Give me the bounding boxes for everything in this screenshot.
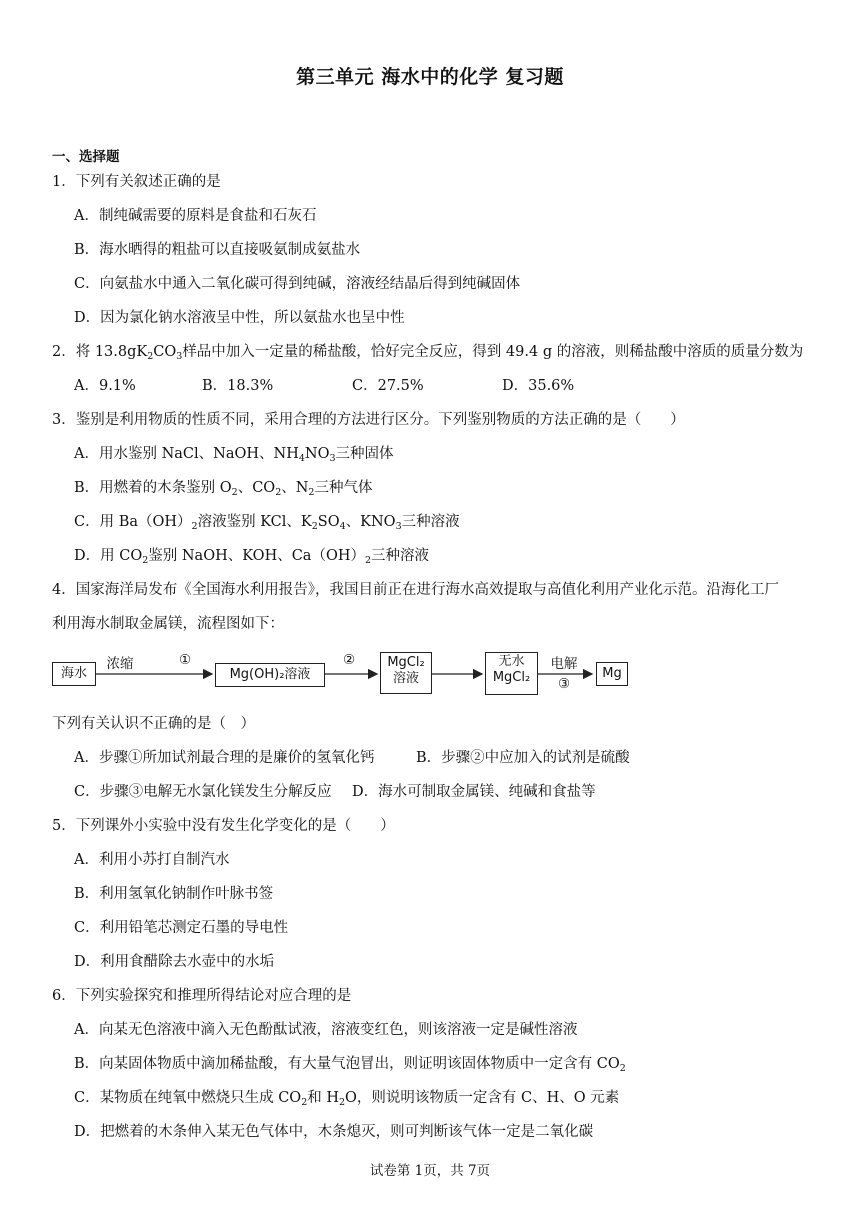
question-2-option-c: C．27.5% xyxy=(352,378,424,394)
flow-box-mgcl2-solution-line-2: 溶液 xyxy=(392,671,419,686)
question-1-option-d: D．因为氯化钠水溶液呈中性，所以氨盐水也呈中性 xyxy=(74,310,405,326)
page-title: 第三单元 海水中的化学 复习题 xyxy=(296,66,564,88)
question-3-option-a: A．用水鉴别 NaCl、NaOH、$NH_4NO_3$三种固体 xyxy=(74,446,394,464)
flow-box-mgcl2-solution xyxy=(380,652,432,694)
question-4-option-c: C．步骤③电解无水氯化镁发生分解反应 xyxy=(74,784,332,800)
question-4-ask: 下列有关认识不正确的是（ ） xyxy=(52,716,255,732)
question-5-option-b: B．利用氢氧化钠制作叶脉书签 xyxy=(74,886,274,902)
question-2-stem: 2．将 $13.8gK_2CO_3$样品中加入一定量的稀盐酸，恰好完全反应，得到 49.4 g 的溶液，则稀盐酸中溶质的质量分数为 xyxy=(52,344,804,362)
question-3-option-c: C．用 $Ba(OH)_2$溶液鉴别 KCl、$K_2SO_4$、$KNO_3$三种溶液 xyxy=(74,514,460,532)
question-6-option-a: A．向某无色溶液中滴入无色酚酞试液，溶液变红色，则该溶液一定是碱性溶液 xyxy=(74,1022,578,1038)
question-6-stem: 6．下列实验探究和推理所得结论对应合理的是 xyxy=(52,988,352,1004)
flow-box-mgcl2-solution-line-1: MgCl₂ xyxy=(387,655,425,670)
question-5-option-a: A．利用小苏打自制汽水 xyxy=(74,852,230,868)
flow-box-anhydrous-mgcl2-line-2: MgCl₂ xyxy=(492,670,531,685)
question-4-option-b: B．步骤②中应加入的试剂是硫酸 xyxy=(416,750,630,766)
flow-box-mg: Mg xyxy=(596,662,628,686)
flow-label-electrolysis: 电解 xyxy=(550,656,578,672)
flow-label-step-2: ② xyxy=(342,652,356,668)
question-2-option-a: A．9.1% xyxy=(74,378,136,394)
flow-box-mgoh2-solution: Mg(OH)₂溶液 xyxy=(215,663,325,687)
question-4-option-d: D．海水可制取金属镁、纯碱和食盐等 xyxy=(352,784,596,800)
question-2-option-b: B．18.3% xyxy=(202,378,274,394)
flow-label-step-3: ③ xyxy=(557,676,571,692)
flow-box-seawater: 海水 xyxy=(52,662,96,686)
question-3-option-b: B．用燃着的木条鉴别 $O_2$、$CO_2$、$N_2$三种气体 xyxy=(74,480,373,498)
process-flow-diagram xyxy=(52,650,652,698)
question-4-stem-line-1: 4．国家海洋局发布《全国海水利用报告》，我国目前正在进行海水高效提取与高值化利用产业化示范。沿海化工厂 xyxy=(52,582,779,598)
flow-box-anhydrous-mgcl2 xyxy=(485,652,538,695)
flow-label-concentrate: 浓缩 xyxy=(106,656,134,672)
question-4-stem-line-2: 利用海水制取金属镁，流程图如下： xyxy=(52,616,284,632)
question-3-stem: 3．鉴别是利用物质的性质不同，采用合理的方法进行区分。下列鉴别物质的方法正确的是（ ） xyxy=(52,412,685,428)
question-1-option-c: C．向氨盐水中通入二氧化碳可得到纯碱，溶液经结晶后得到纯碱固体 xyxy=(74,276,521,292)
question-6-option-c: C．某物质在纯氧中燃烧只生成 $CO_2$和 $H_2O$，则说明该物质一定含有 C、H、O 元素 xyxy=(74,1090,620,1108)
flow-label-step-1: ① xyxy=(178,652,192,668)
question-5-stem: 5．下列课外小实验中没有发生化学变化的是（ ） xyxy=(52,818,395,834)
question-2-option-d: D．35.6% xyxy=(502,378,575,394)
question-5-option-c: C．利用铅笔芯测定石墨的导电性 xyxy=(74,920,289,936)
flow-box-anhydrous-mgcl2-line-1: 无水 xyxy=(498,654,525,669)
page-footer: 试卷第 1页，共 7页 xyxy=(369,1163,491,1179)
question-1-option-b: B．海水晒得的粗盐可以直接吸氨制成氨盐水 xyxy=(74,242,361,258)
question-6-option-d: D．把燃着的木条伸入某无色气体中，木条熄灭，则可判断该气体一定是二氧化碳 xyxy=(74,1124,594,1140)
question-4-option-a: A．步骤①所加试剂最合理的是廉价的氢氧化钙 xyxy=(74,750,375,766)
section-heading: 一、选择题 xyxy=(52,149,120,165)
question-6-option-b: B．向某固体物质中滴加稀盐酸，有大量气泡冒出，则证明该固体物质中一定含有 $CO_2$ xyxy=(74,1056,626,1074)
question-1-option-a: A．制纯碱需要的原料是食盐和石灰石 xyxy=(74,208,317,224)
question-3-option-d: D．用 $CO_2$鉴别 NaOH、KOH、$Ca(OH)_2$三种溶液 xyxy=(74,548,430,566)
question-5-option-d: D．利用食醋除去水壶中的水垢 xyxy=(74,954,275,970)
question-1-stem: 1．下列有关叙述正确的是 xyxy=(52,174,221,190)
